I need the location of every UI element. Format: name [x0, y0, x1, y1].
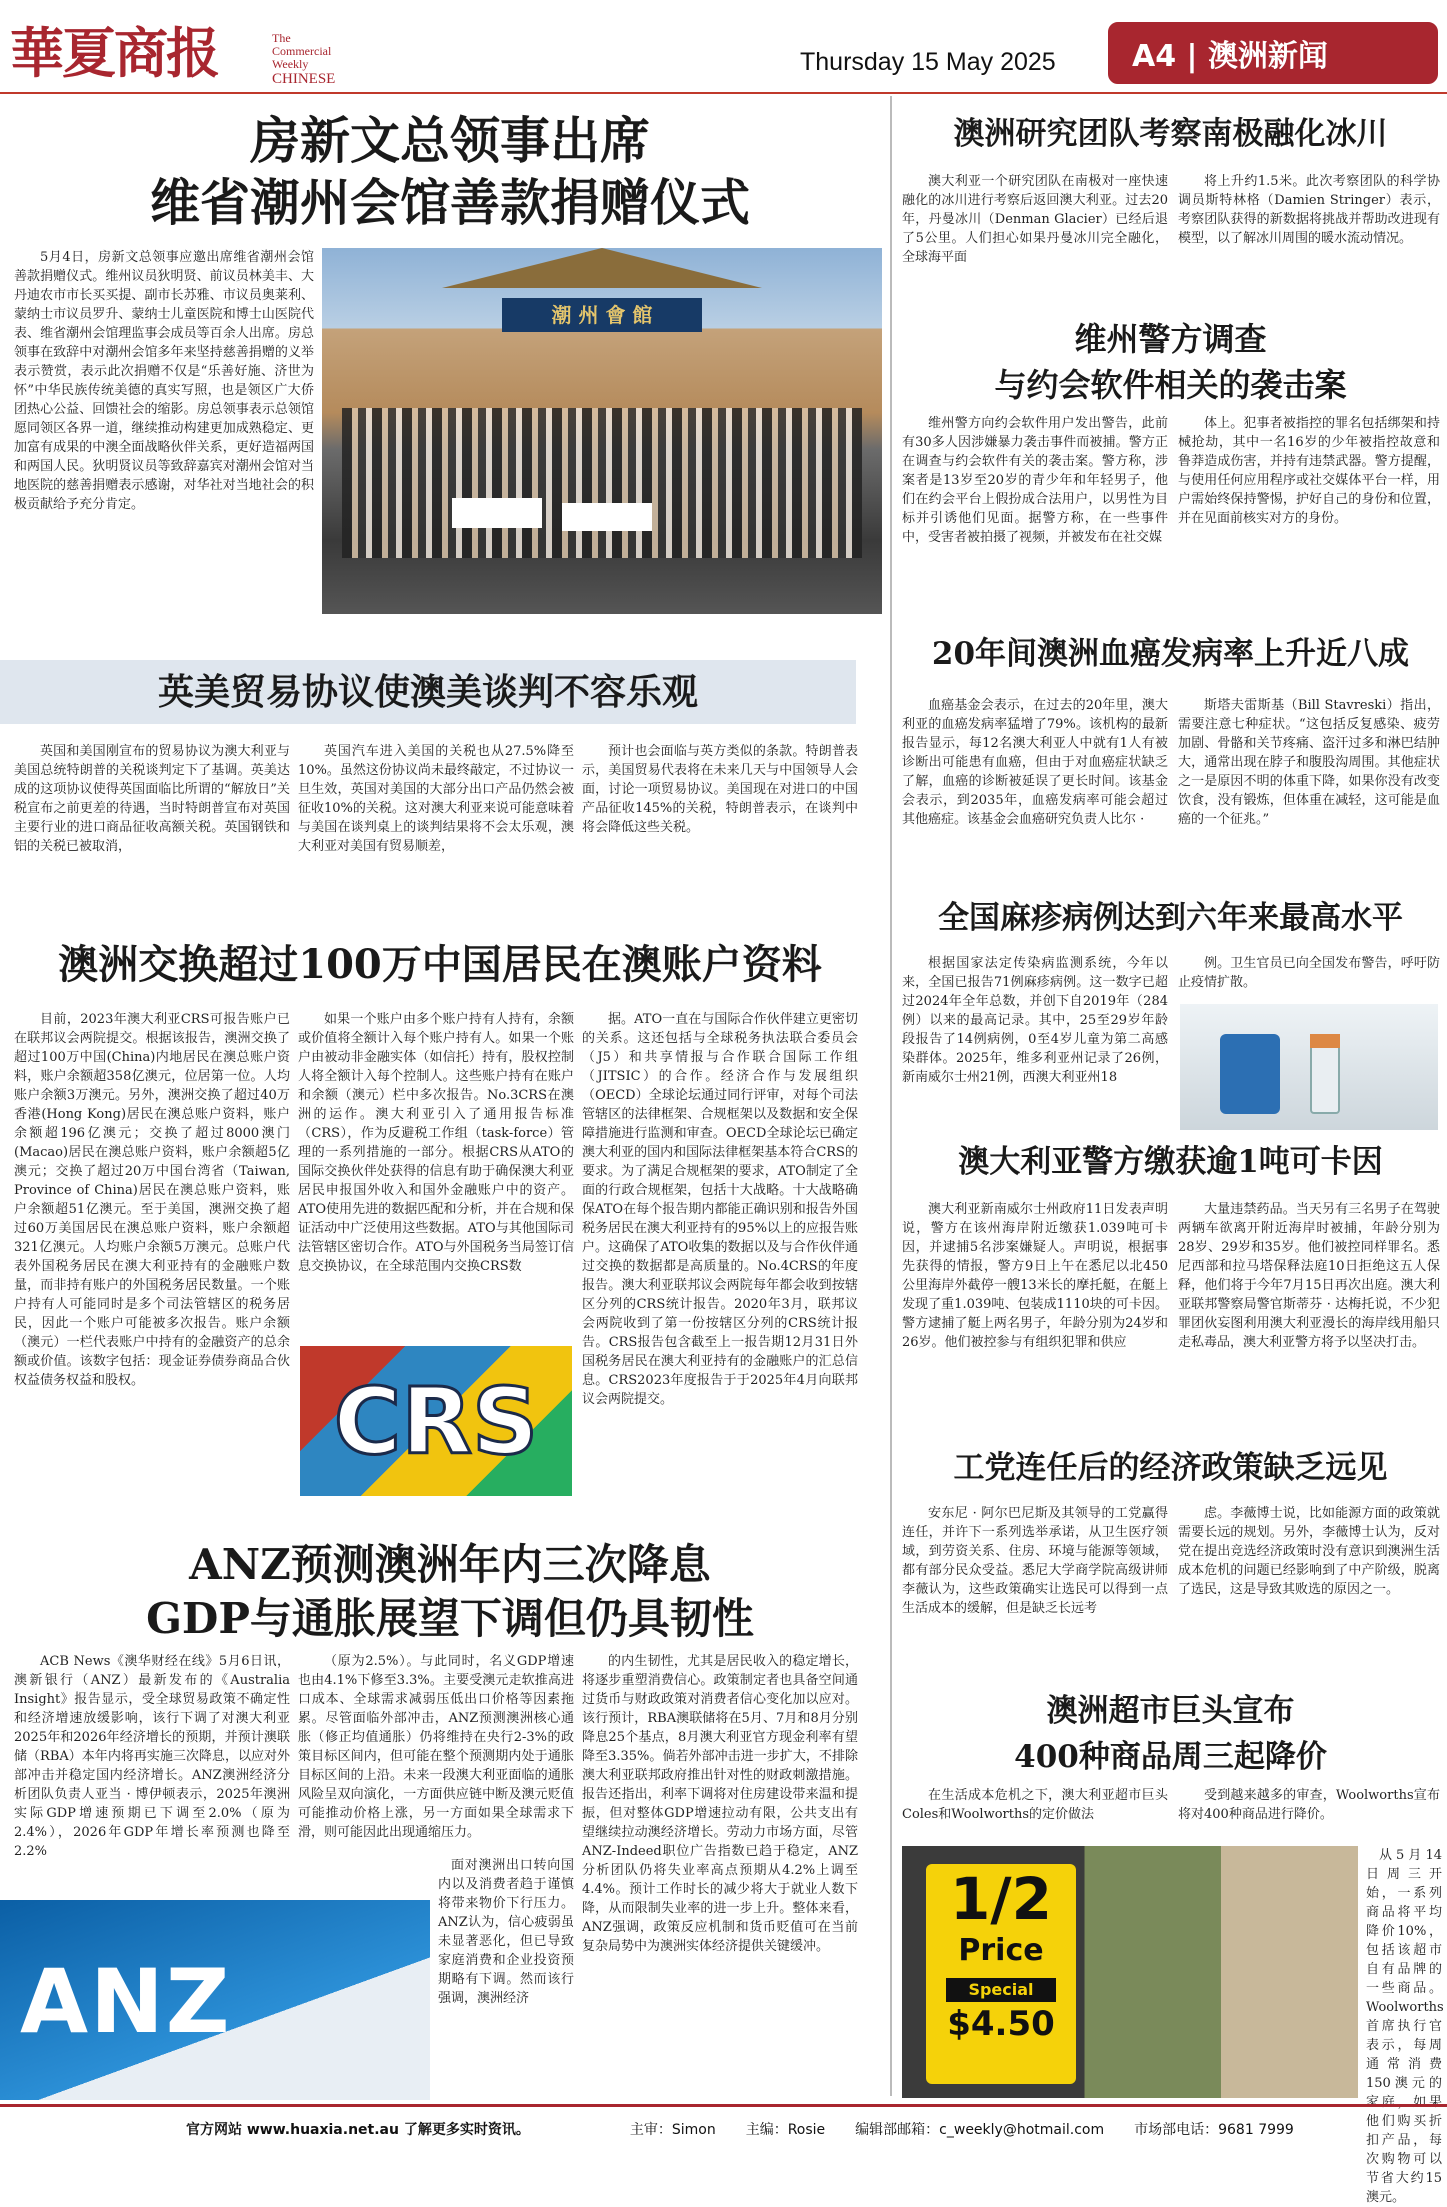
article-trade-col-2: 英国汽车进入美国的关税也从27.5%降至10%。虽然这份协议尚未最终敲定，不过协议一旦生效，英国对美国的大部分出口产品仍然会被征收10%的关税。这对澳大利亚来说可能意味着与美国在谈判桌上的谈判结果将不会太乐观，澳大利亚对美国有贸易顺差， [298, 744, 574, 854]
article-consul-title: 房新文总领事出席 维省潮州会馆善款捐赠仪式 [150, 111, 750, 232]
article-crs-title: 澳洲交换超过100万中国居民在澳账户资料 [58, 941, 822, 988]
article-anz-col-2: （原为2.5%）。与此同时，名义GDP增速也由4.1%下修至3.3%。主要受澳元走软推高进口成本、全球需求减弱压低出口价格等因素拖累。尽管面临外部冲击，ANZ预测澳洲核心通胀（修正均值通胀）仍将维持在央行2-3%的政策目标区间内，但可能在整个预测期内处于通胀目标区间的上沿。未来一段澳大利亚面临的通胀风险呈双向演化，一方面供应链中断及澳元贬值可能推动价格上涨，另一方面如果全球需求下滑，则可能因此出现通缩压力。 [298, 1654, 574, 1840]
anz-photo [0, 1900, 430, 2100]
crs-logo-text: CRS [333, 1367, 539, 1475]
article-supermarket-title: 澳洲超市巨头宣布 400种商品周三起降价 [1014, 1693, 1327, 1775]
cheque-left [452, 498, 542, 528]
article-glacier-title: 澳洲研究团队考察南极融化冰川 [953, 116, 1388, 152]
roof-shape [402, 248, 802, 288]
footer-website: 官方网站 www.huaxia.net.au 了解更多实时资讯。 [186, 2121, 530, 2138]
crowd [342, 408, 862, 558]
article-labor-title: 工党连任后的经济政策缺乏远见 [953, 1450, 1388, 1486]
article-anz-col-1: ACB News《澳华财经在线》5月6日讯，澳新银行（ANZ）最新发布的《Australia Insight》报告显示，受全球贸易政策不确定性和经济增速放缓影响，该行下调了对澳大利亚2025年和2026年经济增长的预期，并预计澳联储（RBA）本年内将再实施三次降息，以应对外部冲击并稳定国内经济增长。ANZ澳洲经济分析团队负责人亚当 · 博伊顿表示，2025年澳洲实际GDP增速预期已下调至2.0%（原为2.4%），2026年GDP年增长率预测也降至2.2% [14, 1654, 290, 1859]
article-labor-col-1: 安东尼 · 阿尔巴尼斯及其领导的工党赢得连任，并许下一系列选举承诺，从卫生医疗领域，到劳资关系、住房、环境与能源等领域，都有部分民众受益。悉尼大学商学院高级讲师李薇认为，这些政策确实让选民可以得到一点生活成本的缓解，但是缺乏长远考 [902, 1506, 1168, 1616]
article-dating-col-1: 维州警方向约会软件用户发出警告，此前有30多人因涉嫌暴力袭击事件而被捕。警方正在调查与约会软件有关的袭击案。警方称，涉案者是13岁至20岁的青少年和年轻男子，他们在约会平台上假扮成合法用户，以男性为目标并引诱他们见面。据警方称，在一些事件中，受害者被拍摄了视频，并被发布在社交媒 [902, 416, 1168, 545]
footer-phone: 市场部电话：9681 7999 [1134, 2121, 1294, 2138]
article-dating-col-2: 体上。犯事者被指控的罪名包括绑架和持械抢劫，其中一名16岁的少年被指控故意和鲁莽造成伤害，并持有违禁武器。警方提醒，与使用任何应用程序或社交媒体平台一样，用户需始终保持警惕，护好自己的身份和位置，并在见面前核实对方的身份。 [1178, 416, 1440, 526]
article-dating-title: 维州警方调查 与约会软件相关的袭击案 [994, 320, 1347, 404]
article-crs-col-2: 如果一个账户由多个账户持有人持有，余额或价值将全额计入每个账户持有人。如果一个账户由被动非金融实体（如信托）持有，股权控制人将全额计入每个控制人。这些账户持有在账户和余额（澳元）栏中多次报告。No.3CRS在澳洲的运作。澳大利亚引入了通用报告标准（CRS），作为反避税工作组（task-force）管理的一系列措施的一部分。根据CRS从ATO的国际交换伙伴处获得的信息有助于确保澳大利亚居民申报国外收入和国外金融账户中的资产。ATO使用先进的数据匹配和分析，并在合规和保证活动中广泛使用这些数据。ATO与其他国际司法管辖区密切合作。ATO与外国税务当局签订信息交换协议，在全球范围内交换CRS数 [298, 1012, 574, 1274]
cheque-right [562, 503, 652, 531]
footer [0, 2104, 1447, 2150]
article-cocaine-col-2: 大量违禁药品。当天另有三名男子在驾驶两辆车欲离开附近海岸时被捕，年龄分别为28岁、29岁和35岁。他们被控同样罪名。悉尼西部和拉马塔保释法庭10日拒绝这五人保释，他们将于今年7月15日再次出庭。澳大利亚联邦警察局警官斯蒂芬 · 达梅托说，不少犯罪团伙妄图利用澳大利亚漫长的海岸线用船只走私毒品，澳大利亚警方将予以坚决打击。 [1178, 1202, 1440, 1350]
footer-chief-editor: 主编：Rosie [745, 2121, 826, 2138]
article-trade-col-1: 英国和美国刚宣布的贸易协议为澳大利亚与美国总统特朗普的关税谈判定下了基调。英美达成的这项协议使得英国面临比所谓的“解放日”关税宣布之前更差的待遇，当时特朗普宣布对英国主要行业的进口商品征收高额关税。英国钢铁和铝的关税已被取消， [14, 744, 290, 854]
article-consul-body: 5月4日，房新文总领事应邀出席维省潮州会馆善款捐赠仪式。维州议员狄明贤、前议员林美丰、大丹迪农市市长买买提、副市长苏雅、市议员奥莱利、蒙纳士市议员罗升、蒙纳士儿童医院和博士山医院代表、维省潮州会馆理监事会成员等百余人出席。房总领事在致辞中对潮州会馆多年来坚持慈善捐赠的义举表示赞赏，表示此次捐赠不仅是“乐善好施、济世为怀”中华民族传统美德的真实写照，也是领区广大侨团热心公益、回馈社会的缩影。房总领事表示总领馆愿同领区各界一道，继续推动构建更加成熟稳定、更加富有成果的中澳全面战略伙伴关系，更好造福两国和两国人民。狄明贤议员等致辞嘉宾对潮州会馆对当地医院的慈善捐赠表示感谢，对华社对当地社会的积极贡献给予充分肯定。 [14, 250, 314, 512]
article-crs-col-1: 目前，2023年澳大利亚CRS可报告账户已在联邦议会两院提交。根据该报告，澳洲交换了超过100万中国(China)内地居民在澳总账户资料，账户余额超358亿澳元，位居第一位。人均账户余额3万澳元。另外，澳洲交换了超过40万香港(Hong Kong)居民在澳总账户资料，账户余额超196亿澳元；交换了超过8000澳门(Macao)居民在澳总账户资料，账户余额超5亿澳元；交换了超过20万中国台湾省（Taiwan, Province of China)居民在澳总账户资料，账户余额超51亿澳元。至于美国，澳洲交换了超过60万美国居民在澳总账户资料，账户余额超321亿澳元。人均账户余额5万澳元。总账户代表外国税务居民在澳大利亚持有的金融账户数量，而非持有账户的外国税务居民数量。一个账户持有人可能同时是多个司法管辖区的税务居民，因此一个账户可能被多次报告。账户余额（澳元）一栏代表账户中持有的金融资产的总余额或价值。该数字包括：现金证券债券商品合伙权益债务权益和股权。 [14, 1012, 290, 1388]
article-crs-col-3: 据。ATO一直在与国际合作伙伴建立更密切的关系。这还包括与全球税务执法联合委员会（J5）和共享情报与合作联合国际工作组（JITSIC）的合作。经济合作与发展组织（OECD）全球论坛通过同行评审，对每个司法管辖区的法律框架、合规框架以及数据和安全保障措施进行监测和审查。OECD全球论坛已确定澳大利亚的国内和国际法律框架基本符合CRS的要求。为了满足合规框架的要求，ATO制定了全面的行政合规框架，包括十大战略。十大战略确保ATO在每个报告期内都能正确识别和报告外国税务居民在澳大利亚持有的95%以上的应报告账户。这确保了ATO收集的数据以及与合作伙伴通过交换的数据都是高质量的。No.4CRS的年度报告。澳大利亚联邦议会两院每年都会收到按辖区分列的CRS统计报告。2020年3月，联邦议会两院收到了第一份按辖区分列的CRS统计报告。CRS报告包含截至上一报告期12月31日外国税务居民在澳大利亚持有的金融账户的汇总信息。CRS2023年度报告于于2025年4月向联邦议会两院提交。 [582, 1012, 858, 1407]
article-trade-title: 英美贸易协议使澳美谈判不容乐观 [157, 671, 698, 713]
article-supermarket-col-1: 在生活成本危机之下，澳大利亚超市巨头Coles和Woolworths的定价做法 [902, 1788, 1168, 1822]
logo-chinese: 華夏商报 [10, 21, 218, 85]
temple-sign: 潮 州 會 館 [502, 298, 702, 332]
section-badge: A4 | 澳洲新闻 [1108, 22, 1438, 84]
article-glacier-col-1: 澳大利亚一个研究团队在南极对一座快速融化的冰川进行考察后返回澳大利亚。过去20年，丹曼冰川（Denman Glacier）已经后退了5公里。人们担心如果丹曼冰川完全融化，全球海平面 [902, 174, 1168, 265]
article-measles-title: 全国麻疹病例达到六年来最高水平 [938, 900, 1403, 936]
masthead-logo [10, 18, 336, 88]
article-cocaine-col-1: 澳大利亚新南威尔士州政府11日发表声明说，警方在该州海岸附近缴获1.039吨可卡因，并逮捕5名涉案嫌疑人。声明说，根据事先获得的情报，警方9日上午在悉尼以北450公里海岸外截停一艘13米长的摩托艇，在艇上发现了重1.039吨、包装成1110块的可卡因。警方逮捕了艇上两名男子，年龄分别为24岁和26岁。他们被控参与有组织犯罪和供应 [902, 1202, 1168, 1350]
article-labor-col-2: 虑。李薇博士说，比如能源方面的政策就需要长远的规划。另外，李薇博士认为，反对党在提出竞选经济政策时没有意识到澳洲生活成本危机的问题已经影响到了中产阶级，脱离了选民，这是导致其败选的原因之一。 [1178, 1506, 1440, 1597]
issue-date: Thursday 15 May 2025 [800, 48, 1056, 76]
article-trade-col-3: 预计也会面临与英方类似的条款。特朗普表示，美国贸易代表将在未来几天与中国领导人会面，讨论一项贸易协议。美国现在对进口的中国产品征收145%的关税，特朗普表示，在谈判中将会降低这些关税。 [582, 744, 858, 835]
vial [1310, 1044, 1340, 1114]
photo-donation-ceremony [322, 248, 882, 614]
article-supermarket-col-3: 从5月14日周三开始，一系列商品将平均降价10%，包括该超市自有品牌的一些商品。Woolworths首席执行官表示，每周通常消费150澳元的家庭，如果他们购买折扣产品，每次购物可以节省大约15澳元。 [1366, 1848, 1444, 2205]
article-cocaine-title: 澳大利亚警方缴获逾1吨可卡因 [958, 1144, 1383, 1180]
article-bloodcancer-col-2: 斯塔夫雷斯基（Bill Stavreski）指出，需要注意七种症状。“这包括反复感染、疲劳加剧、骨骼和关节疼痛、盗汗过多和淋巴结肿大，通常出现在脖子和腹股沟周围。其他症状之一是原因不明的体重下降，如果你没有改变饮食，没有锻炼，但体重在减轻，这可能是血癌的一个征兆。” [1178, 698, 1440, 827]
article-anz-col-3: 的内生韧性，尤其是居民收入的稳定增长，将逐步重塑消费信心。政策制定者也具备空间通过货币与财政政策对消费者信心变化加以应对。该行预计，RBA澳联储将在5月、7月和8月分别降息25个基点，8月澳大利亚官方现金利率有望降至3.35%。倘若外部冲击进一步扩大，不排除澳大利亚联邦政府推出针对性的财政刺激措施。报告还指出，利率下调将对住房建设带来温和提振，但对整体GDP增速拉动有限，公共支出有望继续拉动澳经济增长。劳动力市场方面，尽管ANZ-Indeed职位广告指数已趋于稳定，ANZ分析团队仍将失业率高点预期从4.2%上调至4.4%。预计工作时长的减少将大于就业人数下降，从而限制失业率的进一步上升。整体来看，ANZ强调，政策反应机制和货币贬值可在当前复杂局势中为澳洲实体经济提供关键缓冲。 [582, 1654, 858, 1954]
footer-editor: 主审：Simon [629, 2121, 716, 2138]
column-divider [890, 96, 892, 2096]
anz-logo-text: ANZ [20, 1950, 232, 2053]
article-anz-title: ANZ预测澳洲年内三次降息 GDP与通胀展望下调但仍具韧性 [146, 1540, 754, 1643]
article-bloodcancer-col-1: 血癌基金会表示，在过去的20年里，澳大利亚的血癌发病率猛增了79%。该机构的最新报告显示，每12名澳大利亚人中就有1人有被诊断出可能患有血癌，但由于对血癌症状缺乏了解，血癌的诊断被延误了更长时间。该基金会表示，到2035年，血癌发病率可能会超过其他癌症。该基金会血癌研究负责人比尔 · [902, 698, 1168, 827]
article-anz-col-2b: 面对澳洲出口转向国内以及消费者趋于谨慎将带来物价下行压力。ANZ认为，信心疲弱虽未显著恶化，但已导致家庭消费和企业投资预期略有下调。然而该行强调，澳洲经济 [438, 1858, 574, 2006]
article-measles-col-2: 例。卫生官员已向全国发布警告，呼吁防止疫情扩散。 [1178, 956, 1440, 990]
article-measles-col-1: 根据国家法定传染病监测系统，今年以来，全国已报告71例麻疹病例。这一数字已超过2024年全年总数，并创下自2019年（284例）以来的最高记录。其中，25至29岁年龄段报告了14例病例，0至4岁儿童为第二高感染群体。2025年，维多利亚州记录了26例，新南威尔士州21例，西澳大利亚州18 [902, 956, 1168, 1085]
logo-english: The Commercial Weekly CHINESE [272, 31, 336, 87]
vial-box [1220, 1034, 1280, 1114]
masthead-rule [0, 92, 1447, 94]
article-bloodcancer-title: 20年间澳洲血癌发病率上升近八成 [931, 636, 1410, 672]
price-sign: 1/2 Price Special $4.50 [926, 1864, 1076, 2084]
supermarket-photo [902, 1846, 1358, 2098]
article-glacier-col-2: 将上升约1.5米。此次考察团队的科学协调员斯特林格（Damien Stringer）表示，考察团队获得的新数据将挑战并帮助改进现有模型，以了解冰川周围的暖水流动情况。 [1178, 174, 1440, 246]
footer-email: 编辑部邮箱：c_weekly@hotmail.com [855, 2121, 1105, 2138]
article-supermarket-col-2: 受到越来越多的审查，Woolworths宣布将对400种商品进行降价。 [1178, 1788, 1440, 1822]
vaccine-photo [1180, 1004, 1438, 1130]
crs-logo-image [300, 1346, 572, 1496]
vial-cap [1310, 1034, 1340, 1048]
